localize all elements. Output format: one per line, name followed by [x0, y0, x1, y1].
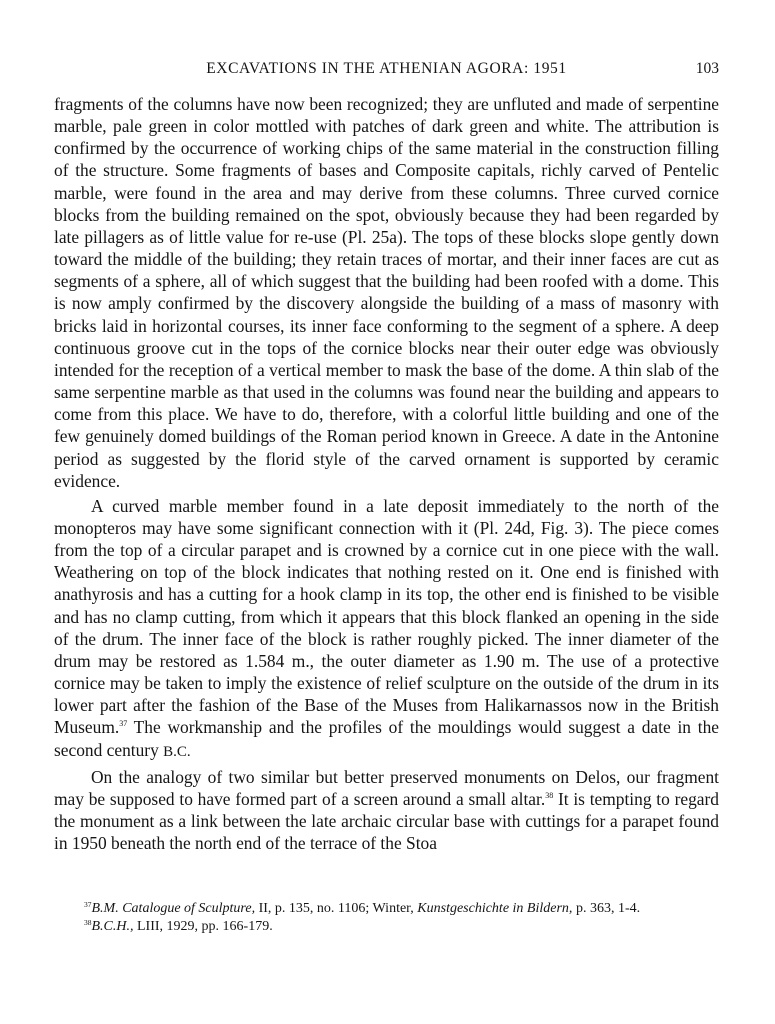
running-title: EXCAVATIONS IN THE ATHENIAN AGORA: 1951: [206, 60, 567, 77]
footnote-number-37: 37: [84, 900, 92, 909]
footnote-37: [54, 900, 719, 918]
footnote-37-text: II, p. 135, no. 1106; Winter,: [255, 901, 418, 916]
running-header: [54, 60, 719, 84]
footnote-37-title: B.M. Catalogue of Sculpture,: [91, 901, 256, 916]
footnote-37-text-2: p. 363, 1-4.: [572, 901, 641, 916]
page-number: 103: [695, 60, 719, 77]
footnote-37-title-2: Kunstgeschichte in Bildern,: [417, 901, 573, 916]
footnotes: [54, 900, 719, 935]
paragraph-2: [54, 495, 719, 763]
paragraph-3: [54, 766, 719, 855]
era-abbreviation: B.C.: [163, 743, 191, 760]
paragraph-3-text: On the analogy of two similar but better preserved monuments on Delos, our fragment may be supposed to have formed part of a screen around a small altar.: [54, 766, 719, 809]
footnote-38: [54, 918, 719, 936]
footnote-38-title: B.C.H.,: [91, 918, 134, 934]
paragraph-2-text-cont: The workmanship and the profiles of the mouldings would suggest a date in the second century: [54, 717, 719, 760]
body-text: [54, 93, 719, 854]
footnote-number-38: 38: [84, 917, 92, 927]
footnote-38-text: LIII, 1929, pp. 166-179.: [133, 918, 273, 934]
paragraph-1: fragments of the columns have now been recognized; they are unfluted and made of serpentine marble, pale green in color mottled with patches of dark green and white. The attribution is confirmed by the occurrence of working chips of the same material in the construction filling of the structure. Some fragments of bases and Composite capitals, richly carved of Pentelic marble, were found in the area and may derive from these columns. Three curved cornice blocks from the building remained on the spot, obviously because they had been regarded by late pillagers as of little value for re-use (Pl. 25a). The tops of these blocks slope gently down toward the middle of the building; they retain traces of mortar, and their inner faces are cut as segments of a sphere, all of which suggest that the building had been roofed with a dome. This is now amply confirmed by the discovery alongside the building of a mass of masonry with bricks laid in horizontal courses, its inner face conforming to the segment of a sphere. A deep continuous groove cut in the tops of the cornice blocks near their outer edge was obviously intended for the reception of a vertical member to mask the base of the dome. A thin slab of the same serpentine marble as that used in the columns was found near the building and appears to come from this place. We have to do, therefore, with a colorful little building and one of the few genuinely domed buildings of the Roman period known in Greece. A date in the Antonine period as suggested by the florid style of the carved ornament is supported by ceramic evidence.: [54, 94, 719, 491]
footnote-ref-38[interactable]: 38: [545, 790, 554, 800]
paragraph-2-text: A curved marble member found in a late deposit immediately to the north of the monopteros may have some significant connection with it (Pl. 24d, Fig. 3). The piece comes from the top of a circular parapet and is crowned by a cornice cut in one piece with the wall. Weathering on top of the block indicates that nothing rested on it. One end is finished with anathyrosis and has a cutting for a hook clamp in its top, the other end is finished to be visible and has no clamp cutting, from which it appears that this block flanked an opening in the side of the drum. The inner face of the block is rather roughly picked. The inner diameter of the drum may be restored as 1.584 m., the outer diameter as 1.90 m. The use of a protective cornice may be taken to imply the existence of relief sculpture on the outside of the drum in its lower part after the fashion of the Base of the Muses from Halikarnassos now in the British Museum.: [54, 495, 719, 738]
footnote-ref-37[interactable]: 37: [119, 719, 128, 729]
paragraph-3-text-cont: It is tempting to regard the monument as a link between the late archaic circular base with cuttings for a parapet found in 1950 beneath the north end of the terrace of the Stoa: [54, 788, 719, 854]
